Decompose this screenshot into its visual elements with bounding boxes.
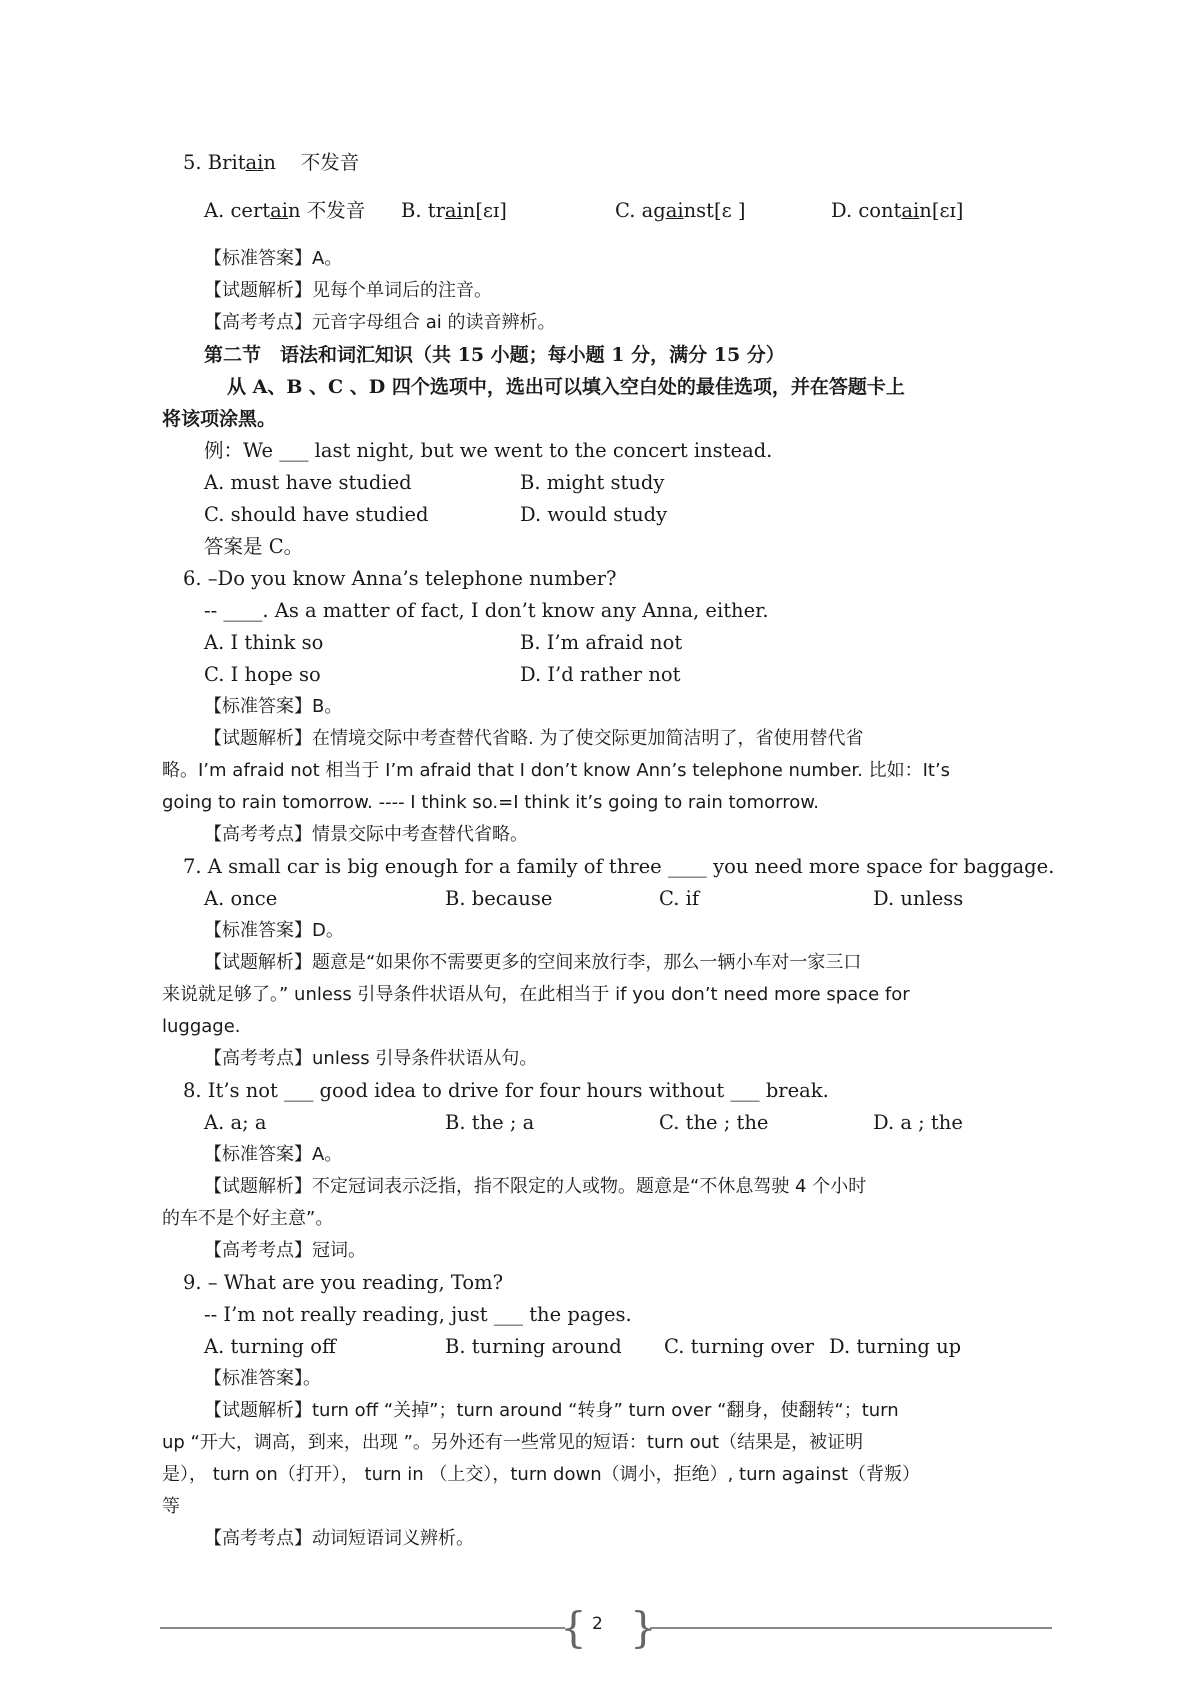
page-footer: [160, 1600, 1052, 1650]
q5-option-b: [401, 195, 507, 227]
q8-option-d: D. a ; the: [873, 1111, 963, 1134]
example-option-a: A. must have studied: [204, 471, 412, 494]
example-option-d: D. would study: [520, 503, 668, 526]
q7-option-d: D. unless: [873, 887, 964, 910]
q5-a-pre: A. cert: [204, 199, 271, 222]
q5-stem-note: 不发音: [300, 151, 360, 174]
q7-analysis-3: luggage.: [162, 1016, 241, 1037]
q6-option-a: A. I think so: [204, 631, 324, 654]
example-options-ab: [183, 467, 1035, 499]
q6-analysis-3: going to rain tomorrow. ---- I think so.=I think it’s going to rain tomorrow.: [162, 792, 819, 813]
q9-analysis-4: 等: [162, 1496, 180, 1517]
q6-analysis-2: 略。I’m afraid not 相当于 I’m afraid that I don’t know Ann’s telephone number. 比如：It’s: [162, 760, 951, 781]
q9-analysis-3: 是）， turn on（打开）， turn in （上交），turn down（调小，拒绝）, turn against（背叛）: [162, 1464, 921, 1485]
q5-point: 【高考考点】元音字母组合 ai 的读音辨析。: [204, 312, 556, 333]
q8-point: 【高考考点】冠词。: [204, 1240, 366, 1261]
q5-b-pre: B. tr: [401, 199, 445, 222]
q5-option-d: [831, 195, 963, 227]
example-option-b: B. might study: [520, 471, 665, 494]
q9-answer: 【标准答案】。: [204, 1368, 321, 1389]
footer-rule-left: [160, 1627, 565, 1629]
q7-analysis-1: 【试题解析】题意是“如果你不需要更多的空间来放行李，那么一辆小车对一家三口: [204, 952, 862, 973]
section2-instruction-1: 从 A、B 、C 、D 四个选项中，选出可以填入空白处的最佳选项，并在答题卡上: [227, 376, 905, 398]
q6-answer: 【标准答案】B。: [204, 696, 343, 717]
q9-point: 【高考考点】动词短语词义辨析。: [204, 1528, 474, 1549]
right-brace-icon: }: [630, 1603, 657, 1652]
q9-options: [183, 1331, 1035, 1363]
q7-option-a: A. once: [204, 887, 278, 910]
section2-heading: 第二节 语法和词汇知识（共 15 小题；每小题 1 分，满分 15 分）: [204, 344, 785, 366]
q7-analysis-2: 来说就足够了。” unless 引导条件状语从句，在此相当于 if you don’t need more space for: [162, 984, 910, 1005]
q9-analysis-1: 【试题解析】turn off “关掉”；turn around “转身” turn over “翻身，使翻转“；turn: [204, 1400, 899, 1421]
q9-option-a: A. turning off: [204, 1335, 336, 1358]
example-stem: 例：We ___ last night, but we went to the concert instead.: [204, 439, 773, 462]
q5-analysis: 【试题解析】见每个单词后的注音。: [204, 280, 492, 301]
q6-stem-2: -- ____. As a matter of fact, I don’t know any Anna, either.: [204, 599, 769, 622]
footer-rule-right: [650, 1627, 1052, 1629]
q6-option-c: C. I hope so: [204, 663, 321, 686]
q7-point: 【高考考点】unless 引导条件状语从句。: [204, 1048, 538, 1069]
q6-option-d: D. I’d rather not: [520, 663, 681, 686]
q8-options: [183, 1107, 1035, 1139]
q5-b-post: n[ɛɪ]: [462, 199, 507, 222]
q5-a-post: n 不发音: [287, 199, 366, 222]
q7-stem: 7. A small car is big enough for a family of three ____ you need more space for baggage.: [183, 855, 1055, 878]
q8-answer: 【标准答案】A。: [204, 1144, 343, 1165]
q5-b-u: ai: [444, 199, 463, 222]
q9-option-c: C. turning over: [664, 1335, 814, 1358]
q5-c-u: ai: [665, 199, 684, 222]
q5-option-c: [615, 195, 746, 227]
q6-options-cd: [183, 659, 1035, 691]
q5-c-post: nst[ɛ ]: [683, 199, 746, 222]
q8-option-a: A. a; a: [204, 1111, 267, 1134]
example-option-c: C. should have studied: [204, 503, 429, 526]
q5-stem-pre: 5. Brit: [183, 151, 246, 174]
q6-options-ab: [183, 627, 1035, 659]
q5-a-u: ai: [270, 199, 288, 222]
q9-stem-1: 9. – What are you reading, Tom?: [183, 1271, 504, 1294]
page-content: [162, 147, 1055, 1555]
q6-point: 【高考考点】情景交际中考查替代省略。: [204, 824, 528, 845]
q8-analysis-1: 【试题解析】不定冠词表示泛指，指不限定的人或物。题意是“不休息驾驶 4 个小时: [204, 1176, 867, 1197]
q5-d-pre: D. cont: [831, 199, 902, 222]
section2-instruction-2: 将该项涂黑。: [162, 408, 277, 430]
page-number: 2: [592, 1614, 603, 1634]
q7-option-b: B. because: [445, 887, 553, 910]
q8-analysis-2: 的车不是个好主意”。: [162, 1208, 334, 1229]
q7-answer: 【标准答案】D。: [204, 920, 344, 941]
q5-stem-post: n: [263, 151, 276, 174]
q8-option-c: C. the ; the: [659, 1111, 769, 1134]
example-options-cd: [183, 499, 1035, 531]
q5-d-u: ai: [901, 199, 920, 222]
q7-option-c: C. if: [659, 887, 700, 910]
q5-answer: 【标准答案】A。: [204, 248, 343, 269]
q6-analysis-1: 【试题解析】在情境交际中考查替代省略. 为了使交际更加简洁明了，省使用替代省: [204, 728, 864, 749]
q5-stem-underline: ai: [245, 151, 264, 174]
q6-option-b: B. I’m afraid not: [520, 631, 683, 654]
q5-options: [183, 195, 1035, 227]
q8-option-b: B. the ; a: [445, 1111, 535, 1134]
q5-c-pre: C. ag: [615, 199, 666, 222]
left-brace-icon: {: [560, 1603, 587, 1652]
q9-option-d: D. turning up: [829, 1335, 962, 1358]
q7-options: [183, 883, 1035, 915]
q5-stem: [183, 147, 1035, 179]
q9-analysis-2: up “开大，调高，到来，出现 ”。另外还有一些常见的短语：turn out（结果是，被证明: [162, 1432, 864, 1453]
q5-d-post: n[ɛɪ]: [919, 199, 964, 222]
q8-stem: 8. It’s not ___ good idea to drive for four hours without ___ break.: [183, 1079, 829, 1102]
q5-option-a: [204, 195, 365, 227]
example-answer: 答案是 C。: [204, 535, 304, 558]
q9-option-b: B. turning around: [445, 1335, 622, 1358]
q9-stem-2: -- I’m not really reading, just ___ the pages.: [204, 1303, 632, 1326]
q6-stem-1: 6. –Do you know Anna’s telephone number?: [183, 567, 617, 590]
